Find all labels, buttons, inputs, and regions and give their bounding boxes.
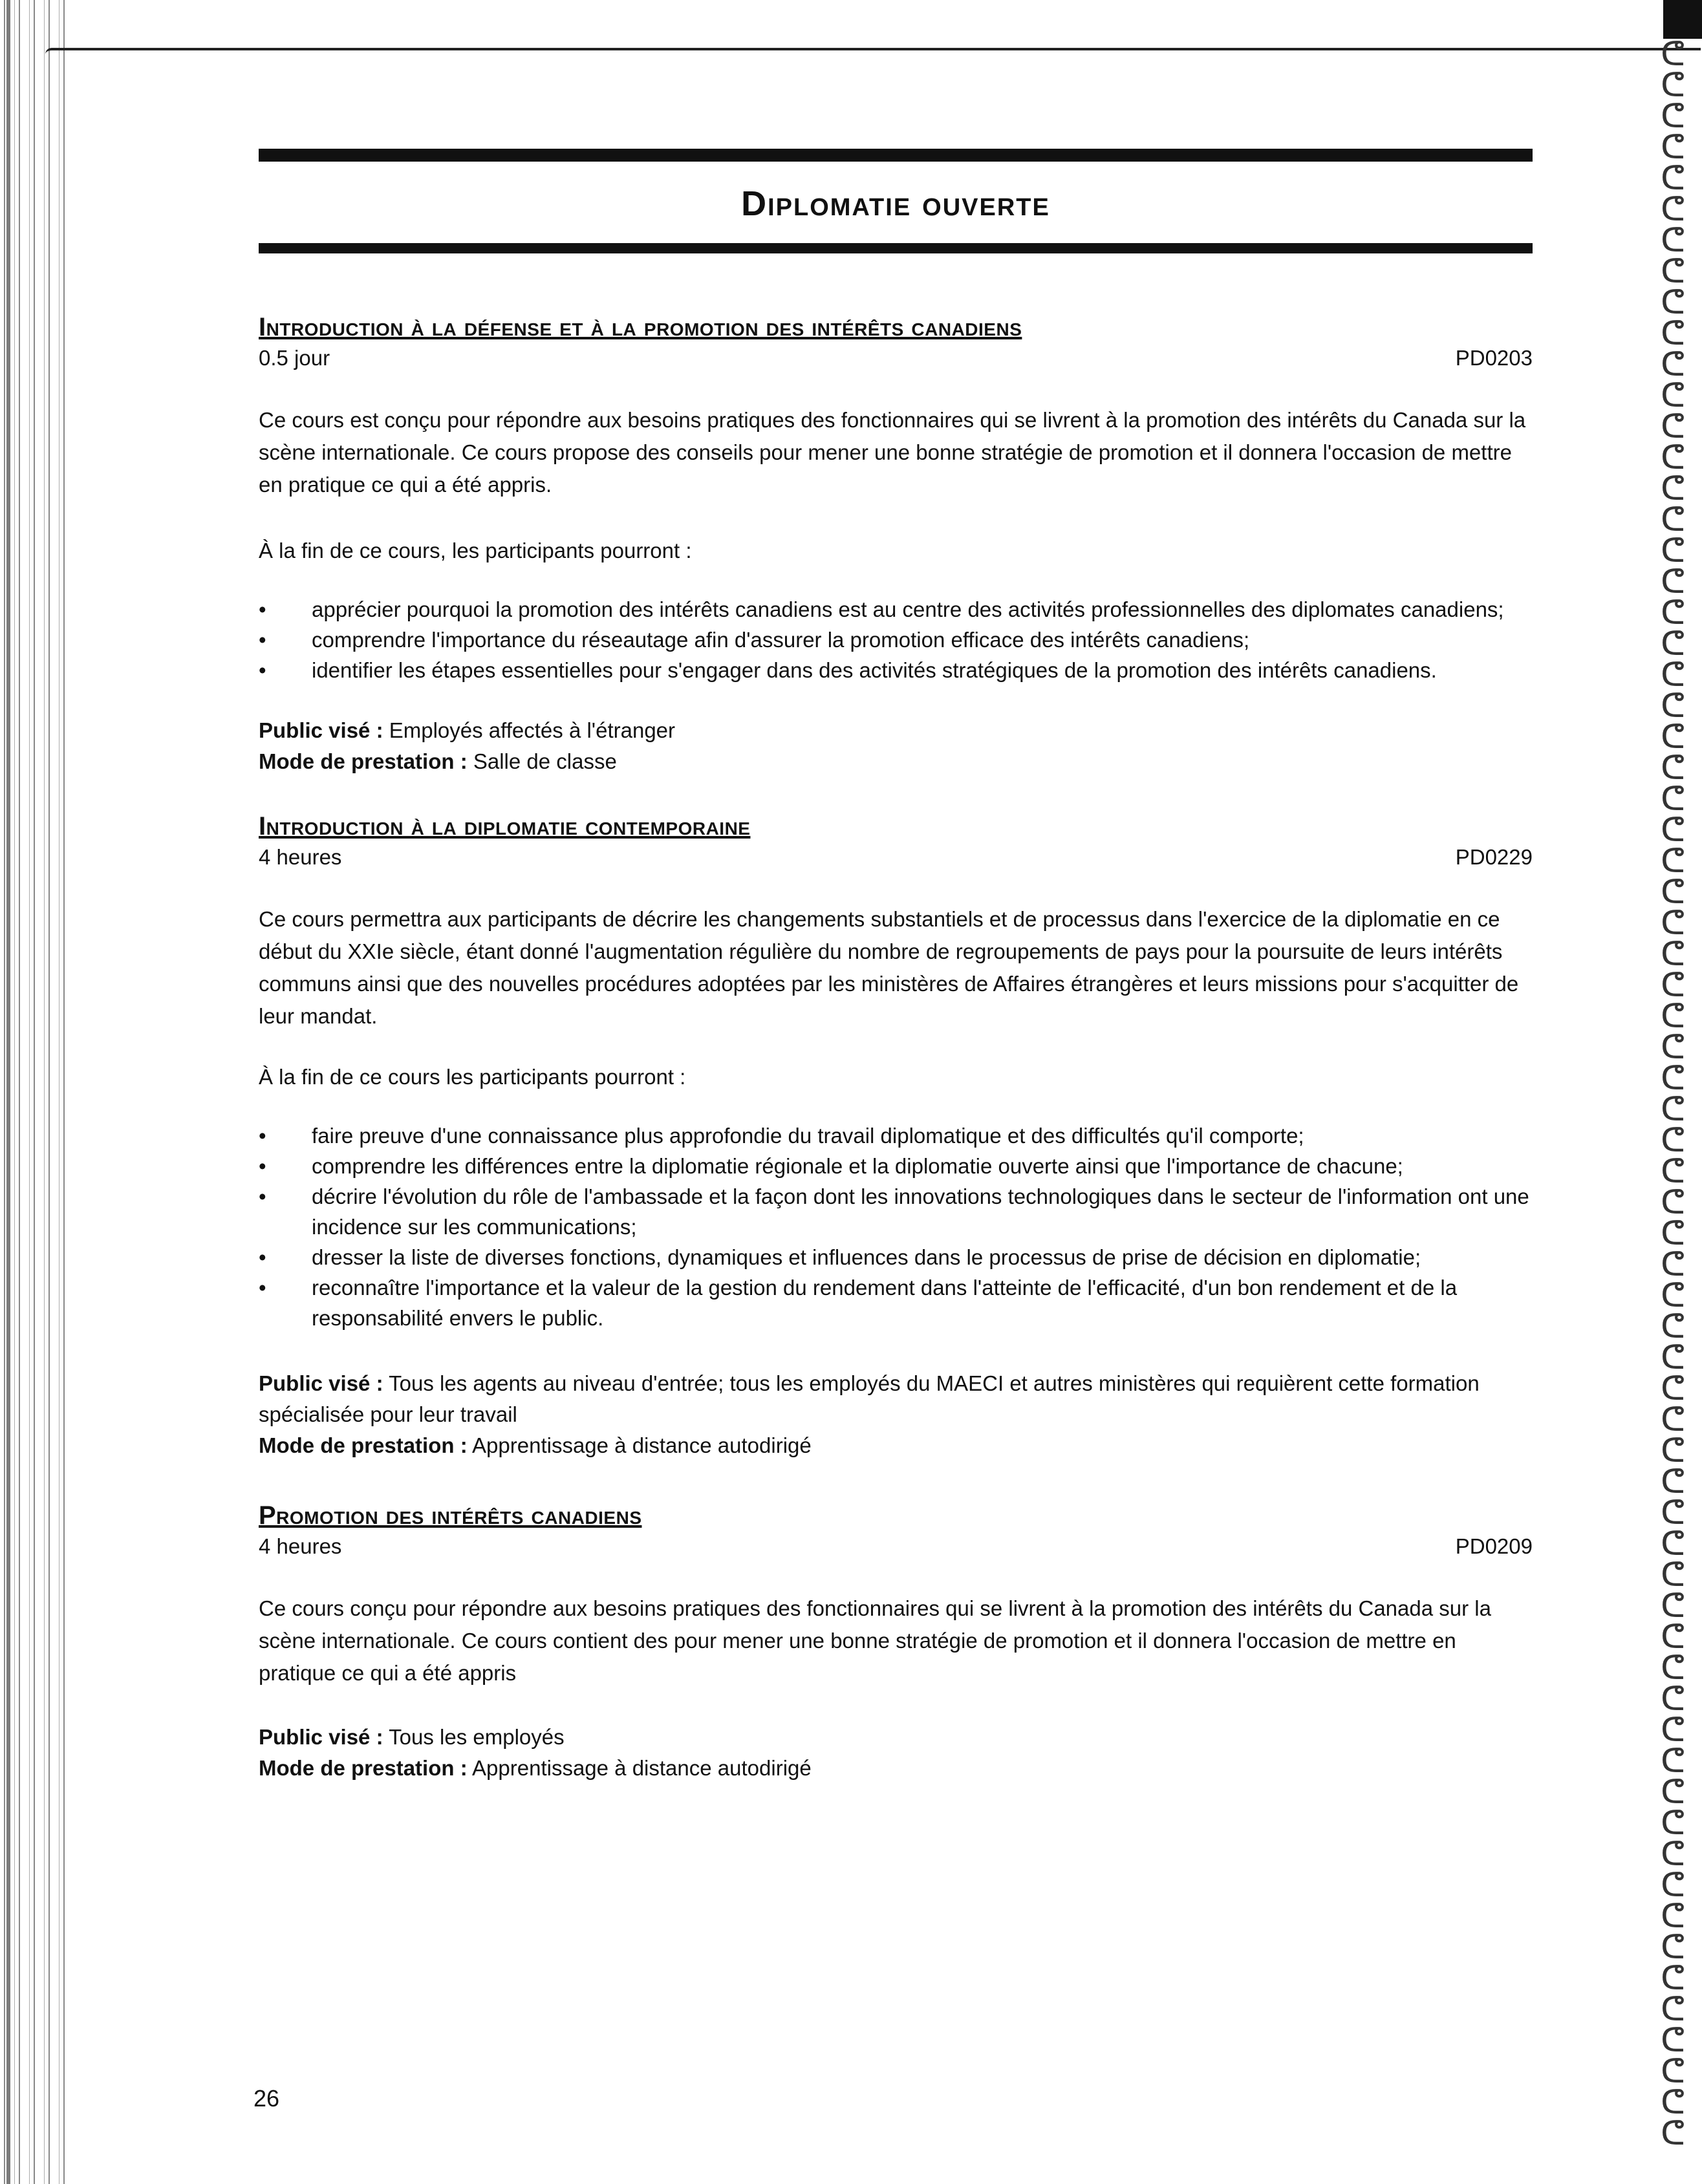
mode-value: Apprentissage à distance autodirigé	[472, 1756, 812, 1780]
course-info	[259, 715, 1533, 777]
mode-label: Mode de prestation :	[259, 1433, 468, 1457]
audience-label: Public visé :	[259, 1725, 383, 1749]
course-section	[259, 812, 1533, 1461]
scan-corner-mark	[1663, 0, 1702, 39]
course-meta	[259, 1534, 1533, 1559]
objective-item: • faire preuve d'une connaissance plus approfondie du travail diplomatique et des difficultés qu'il comporte;	[259, 1120, 1533, 1151]
course-info	[259, 1368, 1533, 1461]
course-title: Promotion des intérêts canadiens	[259, 1501, 642, 1530]
course-meta	[259, 845, 1533, 870]
title-rule-top	[259, 149, 1533, 162]
page-number: 26	[253, 2085, 280, 2112]
course-meta	[259, 346, 1533, 370]
course-duration: 0.5 jour	[259, 346, 330, 370]
scan-page-curl	[45, 48, 1701, 54]
course-code: PD0209	[1455, 1534, 1533, 1558]
course-description: Ce cours permettra aux participants de décrire les changements substantiels et de processus dans l'exercice de la diplomatie en ce début du XXIe siècle, étant donné l'augmentation régulière du nombre de regroupements de pays pour la poursuite de leurs intérêts communs ainsi que des nouvelles procédures adoptées par les ministères de Affaires étrangères et leurs missions pour s'acquitter de leur mandat.	[259, 907, 1519, 1028]
audience-value: Tous les agents au niveau d'entrée; tous les employés du MAECI et autres ministères qui requièrent cette formation spécialisée pour leur travail	[259, 1371, 1480, 1426]
objective-item: • reconnaître l'importance et la valeur de la gestion du rendement dans l'atteinte de l'efficacité, d'un bon rendement et de la responsabilité envers le public.	[259, 1272, 1533, 1333]
course-code: PD0203	[1455, 346, 1533, 370]
audience-row	[259, 715, 1533, 746]
spiral-binding: ᕦ ᕦ ᕦ ᕦ ᕦ ᕦ ᕦ ᕦ ᕦ ᕦ ᕦ ᕦ ᕦ ᕦ ᕦ ᕦ ᕦ ᕦ ᕦ ᕦ ᕦ ᕦ ᕦ ᕦ ᕦ ᕦ ᕦ ᕦ ᕦ ᕦ ᕦ ᕦ ᕦ ᕦ ᕦ ᕦ ᕦ ᕦ ᕦ ᕦ ᕦ ᕦ ᕦ ᕦ ᕦ ᕦ ᕦ ᕦ ᕦ ᕦ ᕦ ᕦ ᕦ ᕦ ᕦ ᕦ ᕦ ᕦ ᕦ ᕦ ᕦ ᕦ ᕦ ᕦ ᕦ ᕦ ᕦ ᕦ	[1661, 39, 1685, 2153]
mode-row	[259, 1753, 1533, 1784]
objective-item: • apprécier pourquoi la promotion des intérêts canadiens est au centre des activités professionnelles des diplomates canadiens;	[259, 594, 1533, 625]
audience-value: Tous les employés	[389, 1725, 565, 1749]
course-section	[259, 1501, 1533, 1784]
audience-label: Public visé :	[259, 1371, 383, 1395]
scan-binding-edge	[0, 0, 71, 2184]
course-duration: 4 heures	[259, 1534, 342, 1558]
mode-label: Mode de prestation :	[259, 749, 468, 773]
objective-item: • dresser la liste de diverses fonctions, dynamiques et influences dans le processus de prise de décision en diplomatie;	[259, 1242, 1533, 1272]
audience-row	[259, 1368, 1533, 1430]
objectives-intro: À la fin de ce cours, les participants pourront :	[259, 539, 692, 562]
audience-row	[259, 1722, 1533, 1753]
objective-item: • décrire l'évolution du rôle de l'ambassade et la façon dont les innovations technologiques dans le secteur de l'information ont une incidence sur les communications;	[259, 1181, 1533, 1242]
mode-value: Salle de classe	[473, 749, 617, 773]
objective-item: • identifier les étapes essentielles pour s'engager dans des activités stratégiques de la promotion des intérêts canadiens.	[259, 655, 1533, 685]
title-band	[259, 162, 1533, 243]
audience-label: Public visé :	[259, 718, 383, 742]
objectives-list	[259, 594, 1533, 685]
course-duration: 4 heures	[259, 845, 342, 869]
course-code: PD0229	[1455, 845, 1533, 869]
course-title: Introduction à la diplomatie contemporaine	[259, 812, 751, 840]
course-description: Ce cours est conçu pour répondre aux besoins pratiques des fonctionnaires qui se livrent à la promotion des intérêts du Canada sur la scène internationale. Ce cours propose des conseils pour mener une bonne stratégie de promotion et il donnera l'occasion de mettre en pratique ce qui a été appris.	[259, 408, 1526, 497]
mode-row	[259, 746, 1533, 777]
objective-item: • comprendre les différences entre la diplomatie régionale et la diplomatie ouverte ainsi que l'importance de chacune;	[259, 1151, 1533, 1181]
page-title: Diplomatie ouverte	[741, 184, 1050, 223]
mode-label: Mode de prestation :	[259, 1756, 468, 1780]
course-info	[259, 1722, 1533, 1784]
title-rule-bottom	[259, 243, 1533, 253]
objective-item: • comprendre l'importance du réseautage afin d'assurer la promotion efficace des intérêts canadiens;	[259, 625, 1533, 655]
course-section	[259, 313, 1533, 777]
audience-value: Employés affectés à l'étranger	[389, 718, 676, 742]
document-page	[259, 149, 1533, 1784]
mode-row	[259, 1430, 1533, 1461]
objectives-list	[259, 1120, 1533, 1333]
course-description: Ce cours conçu pour répondre aux besoins pratiques des fonctionnaires qui se livrent à la promotion des intérêts du Canada sur la scène internationale. Ce cours contient des pour mener une bonne stratégie de promotion et il donnera l'occasion de mettre en pratique ce qui a été appris	[259, 1596, 1491, 1685]
course-title: Introduction à la défense et à la promotion des intérêts canadiens	[259, 313, 1022, 341]
mode-value: Apprentissage à distance autodirigé	[472, 1433, 812, 1457]
objectives-intro: À la fin de ce cours les participants pourront :	[259, 1065, 686, 1089]
